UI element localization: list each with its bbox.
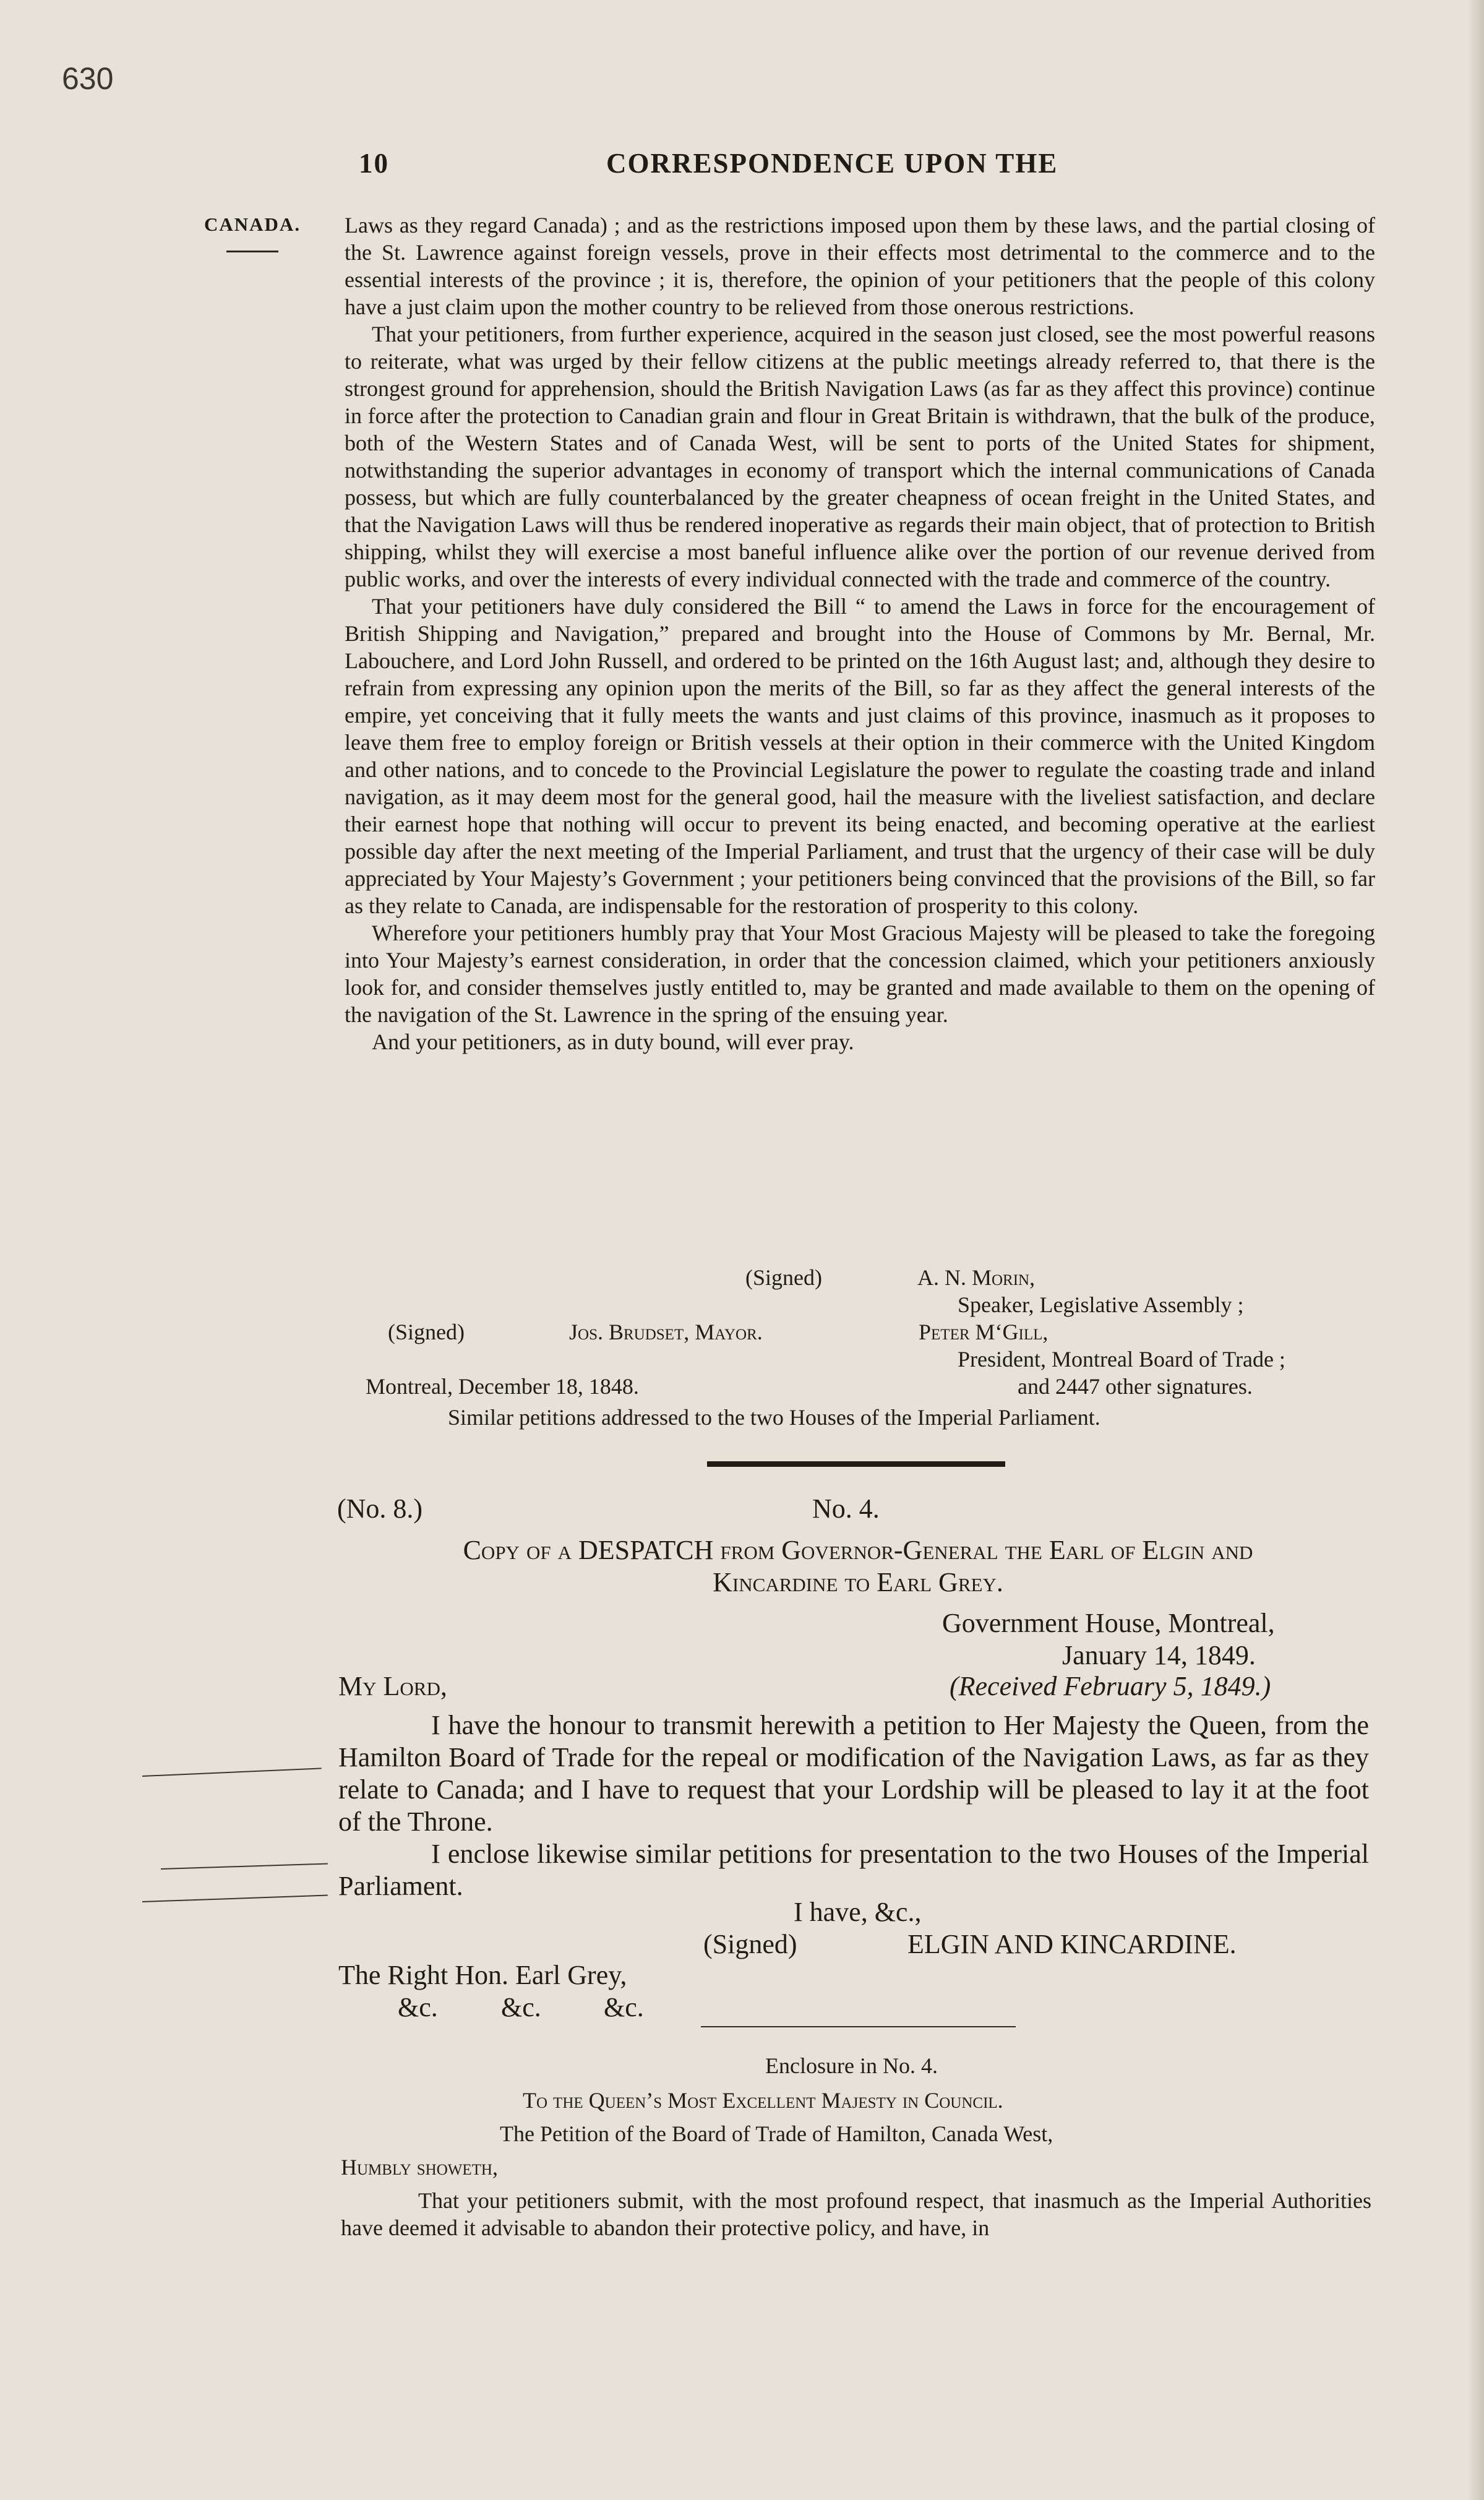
- enclosure-divider: [701, 2026, 1016, 2027]
- despatch-signer: ELGIN AND KINCARDINE.: [907, 1929, 1237, 1959]
- petition-paragraph: And your petitioners, as in duty bound, will ever pray.: [372, 1029, 854, 1054]
- section-divider: [707, 1461, 1005, 1467]
- enclosure-paragraph: That your petitioners submit, with the most profound respect, that inasmuch as the Imperial Authorities have deemed it advisable to abandon their protective policy, and have, in: [341, 2188, 1371, 2240]
- mayor-signature: Jos. Brudset, Mayor.: [569, 1320, 763, 1344]
- addressee: The Right Hon. Earl Grey,: [338, 1960, 627, 1990]
- despatch-paragraph: I have the honour to transmit herewith a petition to Her Majesty the Queen, from the Hamilton Board of Trade for the repeal or modification of the Navigation Laws, as far as they relate to Canada; and I have to request that your Lordship will be pleased to lay it at the foot of the Throne.: [338, 1710, 1369, 1837]
- mcgill-title: President, Montreal Board of Trade ;: [958, 1347, 1285, 1372]
- signed-label: (Signed): [388, 1320, 465, 1344]
- other-signatures: and 2447 other signatures.: [1018, 1374, 1253, 1399]
- petition-paragraph: That your petitioners have duly considered the Bill “ to amend the Laws in force for the encouragement of British Shipping and Navigation,” prepared and brought into the House of Commons by Mr. Bernal, Mr. Labouchere, and Lord John Russell, and ordered to be printed on the 16th August last; and, although they desire to refrain from expressing any opinion upon the merits of the Bill, so far as they affect the general interests of the empire, yet conceiving that it fully meets the wants and just claims of this province, inasmuch as it proposes to leave them free to employ foreign or British vessels at their option in their commerce with the United Kingdom and other nations, and to concede to the Provincial Legislature the power to regulate the coasting trade and inland navigation, as it may deem most for the general good, hail the measure with the liveliest satisfaction, and declare their earnest hope that nothing will occur to prevent its being enacted, and becoming operative at the earliest possible day after the next meeting of the Imperial Parliament, and trust that the urgency of their case will be duly appreciated by Your Majesty’s Government ; your petitioners being convinced that the provisions of the Bill, so far as they relate to Canada, are indispensable for the restoration of prosperity to this colony.: [345, 594, 1375, 918]
- similar-petitions-note: Similar petitions addressed to the two Houses of the Imperial Parliament.: [448, 1405, 1100, 1430]
- page-edge-shadow: [1468, 0, 1484, 2500]
- despatch-title-line2: Kincardine to Earl Grey.: [713, 1567, 1003, 1597]
- header-title: CORRESPONDENCE UPON THE: [606, 148, 1058, 179]
- etc-3: &c.: [604, 1992, 644, 2022]
- etc-1: &c.: [398, 1992, 438, 2022]
- petition-paragraph: Wherefore your petitioners humbly pray that Your Most Gracious Majesty will be pleased to take the foregoing into Your Majesty’s earnest consideration, in order that the concession claimed, which your petitioners anxiously look for, and consider themselves justly entitled to, may be granted and made available to them on the opening of the navigation of the St. Lawrence in the spring of the ensuing year.: [345, 921, 1375, 1027]
- enclosure-petition-of: The Petition of the Board of Trade of Hamilton, Canada West,: [500, 2121, 1053, 2146]
- morin-name: A. N. Morin,: [917, 1265, 1036, 1290]
- margin-label: CANADA.: [204, 213, 301, 235]
- enclosure-to-line: To the Queen’s Most Excellent Majesty in Council.: [523, 2088, 1003, 2113]
- page-number: 630: [62, 61, 114, 96]
- address-line1: Government House, Montreal,: [942, 1608, 1275, 1638]
- enclosure-body: [341, 2187, 1371, 2241]
- despatch-title-line1: Copy of a DESPATCH from Governor-General the Earl of Elgin and: [463, 1535, 1253, 1565]
- margin-scribble: [142, 1895, 328, 1902]
- despatch-number: No. 4.: [812, 1493, 880, 1524]
- despatch-ref: (No. 8.): [337, 1493, 423, 1524]
- enclosure-title: Enclosure in No. 4.: [765, 2053, 938, 2078]
- salutation: My Lord,: [338, 1671, 447, 1701]
- received-date: (Received February 5, 1849.): [950, 1671, 1271, 1701]
- header-page-number: 10: [359, 148, 389, 179]
- margin-scribble: [142, 1768, 322, 1777]
- running-header: [359, 147, 1373, 179]
- petition-paragraph: That your petitioners, from further experience, acquired in the season just closed, see the most powerful reasons to reiterate, what was urged by their fellow citizens at the public meetings already referred to, that there is the strongest ground for apprehension, should the British Navigation Laws (as far as they affect this province) continue in force after the protection to Canadian grain and flour in Great Britain is withdrawn, that the bulk of the produce, both of the Western States and of Canada West, will be sent to ports of the United States for shipment, notwithstanding the superior advantages in economy of transport which the internal communications of Canada possess, but which are fully counterbalanced by the greater cheapness of ocean freight in the United States, and that the Navigation Laws will thus be rendered inoperative as regards their main object, that of protection to British shipping, whilst they will exercise a most baneful influence alike over the portion of our revenue derived from public works, and over the interests of every individual connected with the trade and commerce of the country.: [345, 322, 1375, 591]
- address-line2: January 14, 1849.: [1062, 1640, 1256, 1670]
- petition-body: [345, 212, 1375, 1055]
- closing: I have, &c.,: [794, 1897, 922, 1927]
- signed-label: (Signed): [745, 1265, 822, 1290]
- despatch-body: [338, 1709, 1369, 1902]
- morin-title: Speaker, Legislative Assembly ;: [958, 1292, 1244, 1317]
- despatch-paragraph: I enclose likewise similar petitions for presentation to the two Houses of the Imperial Parliament.: [338, 1839, 1369, 1901]
- petition-paragraph: Laws as they regard Canada) ; and as the restrictions imposed upon them by these laws, and the partial closing of the St. Lawrence against foreign vessels, prove in their effects most detrimental to the commerce and to the essential interests of the province ; it is, therefore, the opinion of your petitioners that the people of this colony have a just claim upon the mother country to be relieved from those onerous restrictions.: [345, 213, 1375, 319]
- margin-dash: [226, 251, 278, 252]
- place-date: Montreal, December 18, 1848.: [366, 1374, 639, 1399]
- humbly-showeth: Humbly showeth,: [341, 2155, 498, 2180]
- etc-2: &c.: [501, 1992, 541, 2022]
- signed-label: (Signed): [703, 1929, 797, 1959]
- mcgill-name: Peter M‘Gill,: [919, 1320, 1049, 1344]
- margin-scribble: [161, 1863, 328, 1870]
